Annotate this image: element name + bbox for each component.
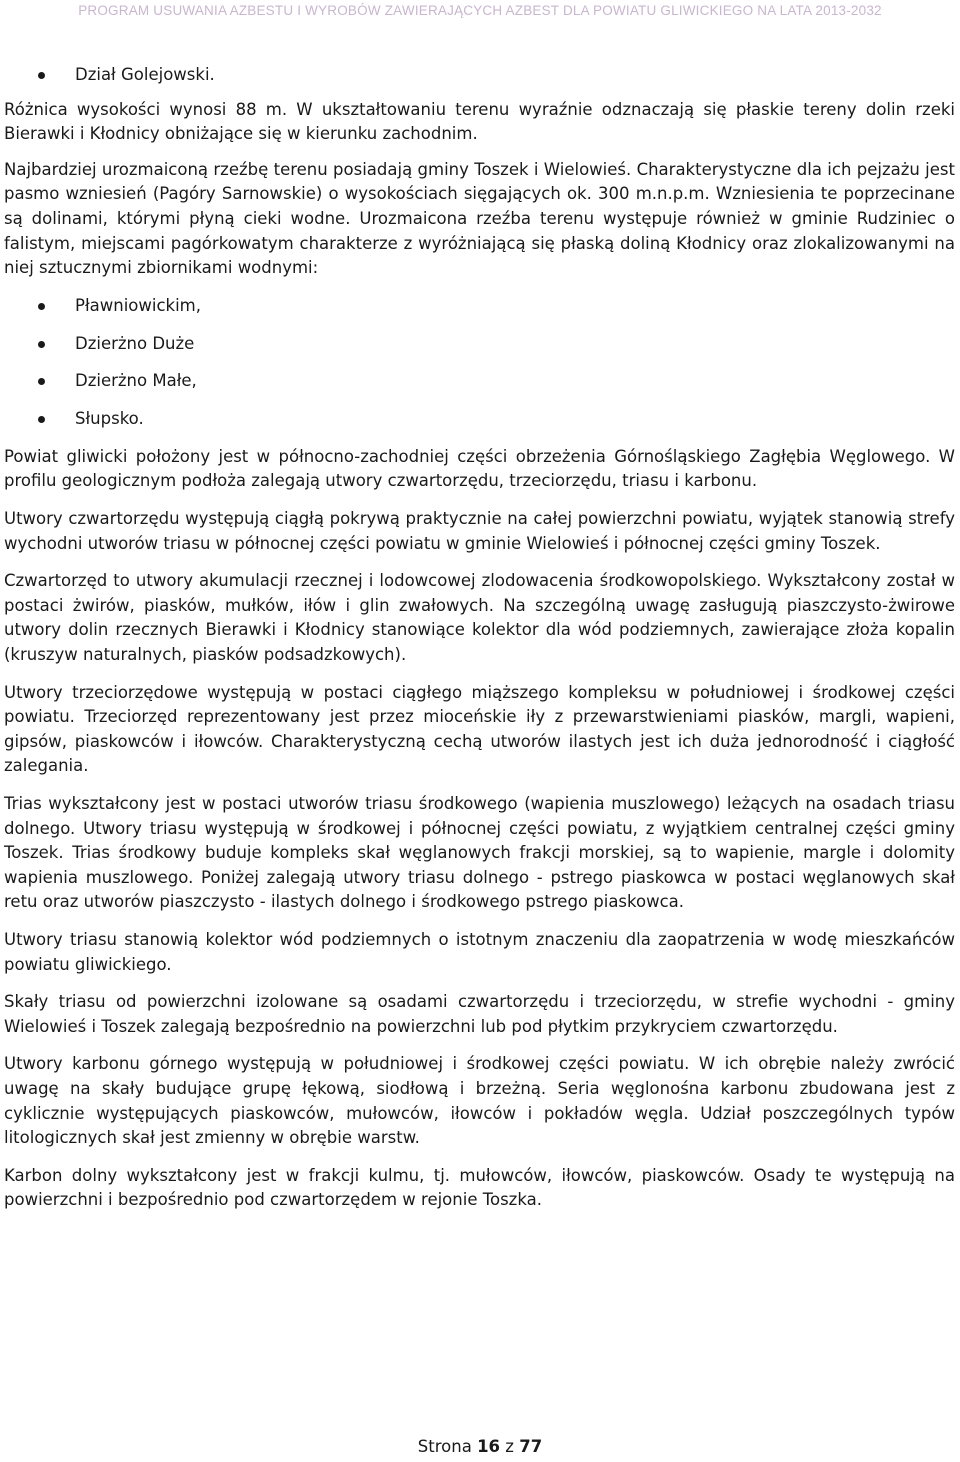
- list-item: [4, 332, 955, 357]
- region-list: [4, 63, 955, 88]
- paragraph: Trias wykształcony jest w postaci utworów triasu środkowego (wapienia muszlowego) leżących na osadach triasu dolnego. Utwory triasu występują w środkowej i północnej części powiatu, z wyjątkiem centralnej części gminy Toszek. Trias środkowy buduje kompleks skał węglanowych frakcji morskiej, są to wapienie, margle i dolomity wapienia muszlowego. Poniżej zalegają utwory triasu dolnego - pstrego piaskowca w postaci węglanowych skał retu oraz utworów piaszczysto - ilastych dolnego i środkowego pstrego piaskowca.: [4, 794, 955, 912]
- page-word: Strona: [417, 1437, 472, 1456]
- bullet-icon: [38, 341, 45, 348]
- paragraph: Powiat gliwicki położony jest w północno-zachodniej części obrzeżenia Górnośląskiego Zagłębia Węglowego. W profilu geologicznym podłoża zalegają utwory czwartorzędu, trzeciorzędu, triasu i karbonu.: [4, 446, 955, 491]
- list-item: [4, 63, 955, 88]
- list-item-text: Pławniowickim,: [75, 295, 201, 315]
- paragraph: Różnica wysokości wynosi 88 m. W ukształtowaniu terenu wyraźnie odznaczają się płaskie tereny dolin rzeki Bierawki i Kłodnicy obniżające się w kierunku zachodnim.: [4, 99, 955, 144]
- page-current: 16: [477, 1437, 501, 1456]
- page-number: [0, 1437, 960, 1456]
- list-item-text: Dział Golejowski.: [75, 65, 215, 84]
- paragraph: Utwory triasu stanowią kolektor wód podziemnych o istotnym znaczeniu dla zaopatrzenia w wodę mieszkańców powiatu gliwickiego.: [4, 929, 955, 974]
- paragraph: Utwory czwartorzędu występują ciągłą pokrywą praktycznie na całej powierzchni powiatu, wyjątek stanowią strefy wychodni utworów triasu w północnej części powiatu w gminie Wielowieś i północnej części gminy Toszek.: [4, 509, 955, 553]
- paragraph: Skały triasu od powierzchni izolowane są osadami czwartorzędu i trzeciorzędu, w strefie wychodni - gminy Wielowieś i Toszek zalegają bezpośrednio na powierzchni lub pod płytkim przykryciem czwartorzędu.: [4, 992, 955, 1036]
- page-total: 77: [519, 1437, 543, 1456]
- page-separator: z: [505, 1437, 514, 1456]
- bullet-icon: [38, 378, 45, 385]
- list-item: [4, 294, 955, 319]
- paragraph: Utwory karbonu górnego występują w południowej i środkowej części powiatu. W ich obrębie należy zwrócić uwagę na skały budujące grupę łękową, siodłową i brzeżną. Seria węglonośna karbonu zbudowana jest z cyklicznie występujących piaskowców, mułowców, iłowców i pokładów węgla. Udział poszczególnych typów litologicznych skał jest zmienny w obrębie warstw.: [4, 1054, 955, 1148]
- bullet-icon: [38, 416, 45, 423]
- paragraph: Utwory trzeciorzędowe występują w postaci ciągłego miąższego kompleksu w południowej i środkowej części powiatu. Trzeciorzęd reprezentowany jest przez mioceńskie iły z przewarstwieniami piasków, margli, wapieni, gipsów, piaskowców i iłowców. Charakterystyczną cechą utworów ilastych jest ich duża jednorodność i ciągłość zalegania.: [4, 682, 955, 776]
- reservoir-list: [4, 294, 955, 432]
- list-item-text: Dzierżno Duże: [75, 333, 195, 353]
- list-item: [4, 369, 955, 394]
- document-body: [4, 63, 955, 1226]
- list-item: [4, 407, 955, 432]
- list-item-text: Słupsko.: [75, 409, 144, 429]
- bullet-icon: [38, 72, 45, 79]
- bullet-icon: [38, 303, 45, 310]
- paragraph: Czwartorzęd to utwory akumulacji rzecznej i lodowcowej zlodowacenia środkowopolskiego. Wykształcony został w postaci żwirów, piasków, mułków, iłów i glin zwałowych. Na szczególną uwagę zasługują piaszczysto-żwirowe utwory dolin rzecznych Bierawki i Kłodnicy stanowiące kolektor dla wód podziemnych, zawierające złoża kopalin (kruszyw naturalnych, piasków podsadzkowych).: [4, 571, 955, 665]
- list-item-text: Dzierżno Małe,: [75, 371, 197, 391]
- running-header: PROGRAM USUWANIA AZBESTU I WYROBÓW ZAWIERAJĄCYCH AZBEST DLA POWIATU GLIWICKIEGO NA LATA 2013-2032: [78, 3, 882, 18]
- paragraph: Karbon dolny wykształcony jest w frakcji kulmu, tj. mułowców, iłowców, piaskowców. Osady te występują na powierzchni i bezpośrednio pod czwartorzędem w rejonie Toszka.: [4, 1165, 955, 1210]
- paragraph: Najbardziej urozmaiconą rzeźbę terenu posiadają gminy Toszek i Wielowieś. Charakterystyczne dla ich pejzażu jest pasmo wzniesień (Pagóry Sarnowskie) o wysokościach sięgających ok. 300 m.n.p.m. Wzniesienia te poprzecinane są dolinami, którymi płyną cieki wodne. Urozmaicona rzeźba terenu występuje również w gminie Rudziniec o falistym, miejscami pagórkowatym charakterze z wyróżniającą się płaską doliną Kłodnicy oraz zlokalizowanymi na niej sztucznymi zbiornikami wodnymi:: [4, 159, 955, 278]
